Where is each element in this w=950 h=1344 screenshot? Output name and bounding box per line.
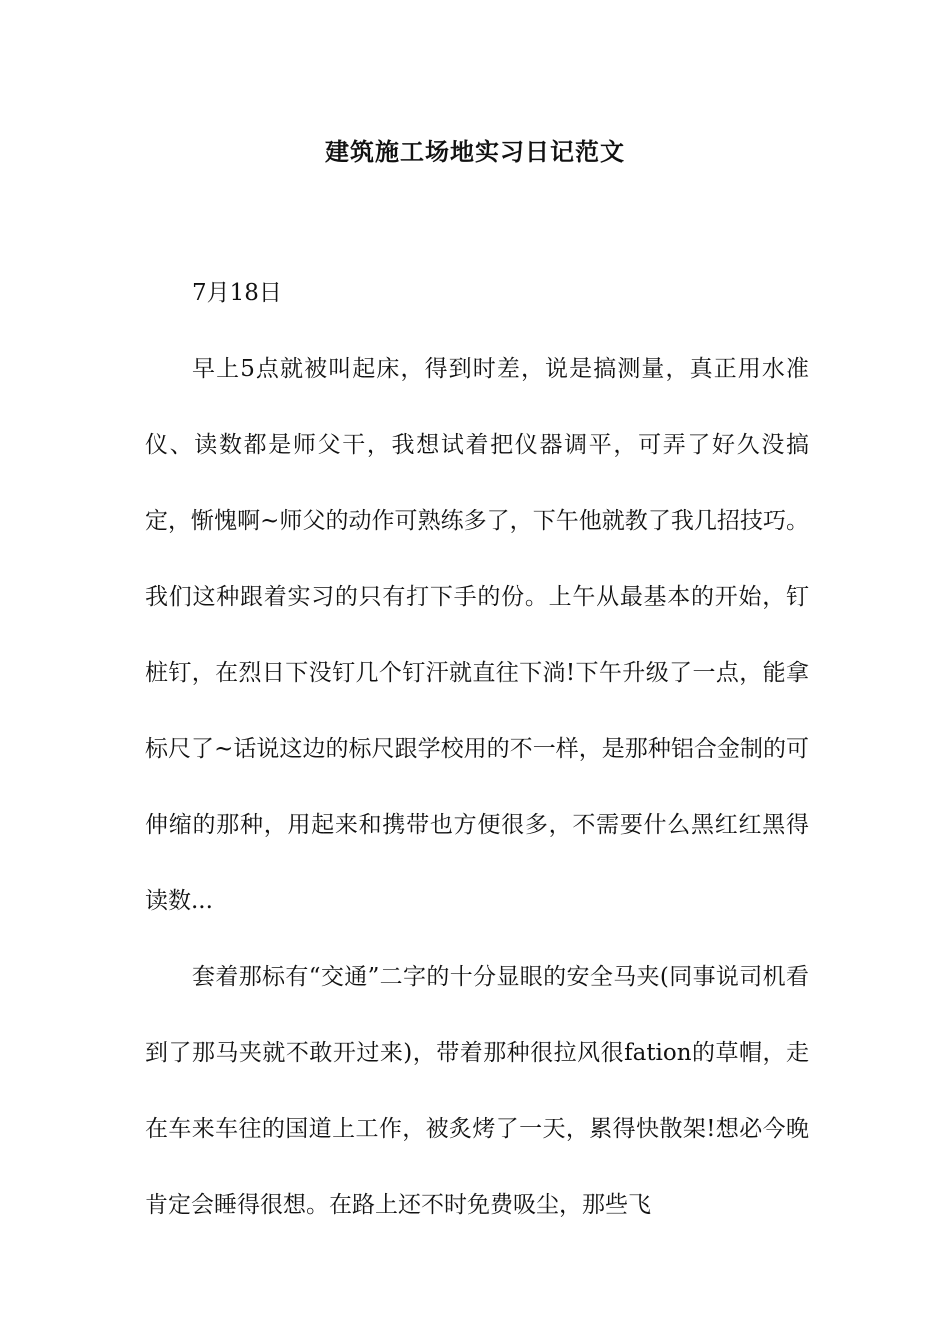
paragraph-2: 套着那标有“交通”二字的十分显眼的安全马夹(同事说司机看到了那马夹就不敢开过来)，带着那种很拉风很fation的草帽，走在车来车往的国道上工作，被炙烤了一天，累得快散架!想必今晚肯定会睡得很想。在路上还不时免费吸尘，那些飞: [145, 964, 809, 1218]
paragraph-1: 早上5点就被叫起床，得到时差，说是搞测量，真正用水准仪、读数都是师父干，我想试着把仪器调平，可弄了好久没搞定，惭愧啊~师父的动作可熟练多了，下午他就教了我几招技巧。我们这种跟着实习的只有打下手的份。上午从最基本的开始，钉桩钉，在烈日下没钉几个钉汗就直往下淌!下午升级了一点，能拿标尺了~话说这边的标尺跟学校用的不一样，是那种铝合金制的可伸缩的那种，用起来和携带也方便很多，不需要什么黑红红黑得读数...: [145, 356, 809, 914]
document-body: [145, 255, 809, 1243]
diary-date: 7月18日: [192, 280, 282, 306]
document-title: 建筑施工场地实习日记范文: [325, 137, 625, 166]
